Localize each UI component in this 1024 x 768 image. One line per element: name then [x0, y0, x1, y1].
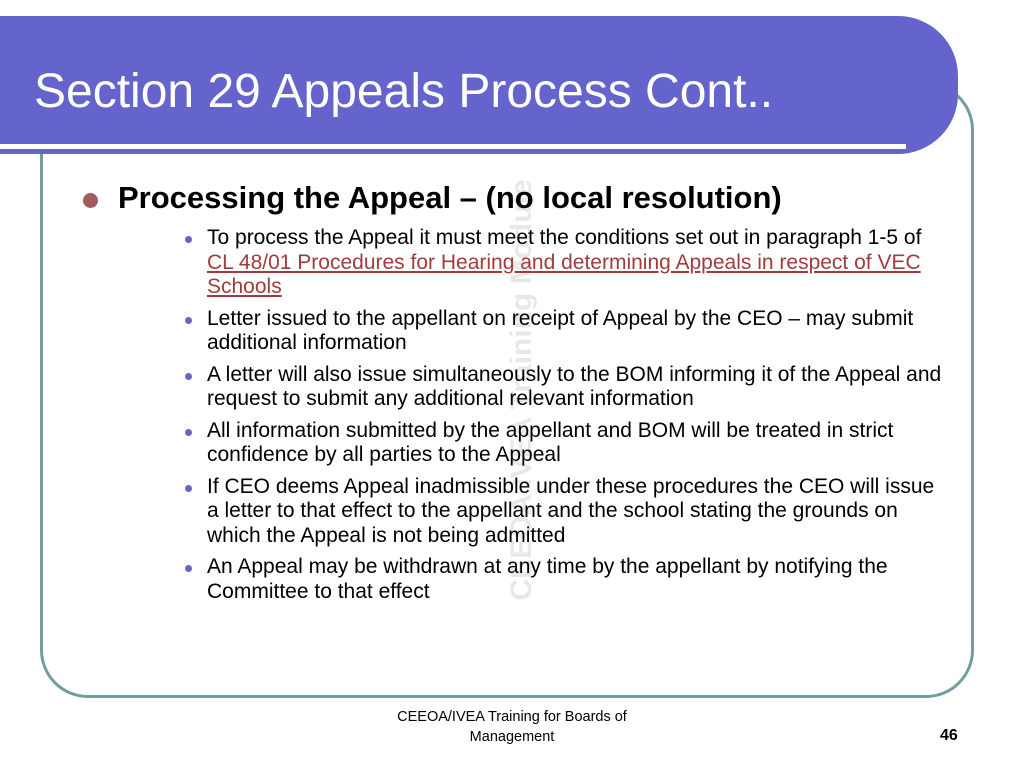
title-bar: [0, 16, 958, 154]
page-number: 46: [940, 727, 958, 744]
main-bullet-heading: Processing the Appeal – (no local resolution): [118, 180, 782, 215]
list-item-text: An Appeal may be withdrawn at any time by the appellant by notifying the Committee to that effect: [207, 555, 888, 603]
procedures-document-link[interactable]: CL 48/01 Procedures for Hearing and determining Appeals in respect of VEC Schools: [207, 250, 921, 298]
footer-text: CEEOA/IVEA Training for Boards of Management: [397, 709, 627, 745]
bullet-dot-icon: [185, 236, 192, 243]
bullet-dot-icon: [185, 485, 192, 492]
list-item-text: To process the Appeal it must meet the conditions set out in paragraph 1-5 of: [207, 226, 922, 249]
sub-bullet-list: [207, 226, 947, 611]
slide-title: Section 29 Appeals Process Cont..: [34, 65, 774, 118]
bullet-dot-icon: [185, 565, 192, 572]
watermark: CEEOA IVEA Training Module: [505, 179, 538, 601]
list-item-text: Letter issued to the appellant on receipt of Appeal by the CEO – may submit additional information: [207, 306, 914, 354]
list-item-text: A letter will also issue simultaneously to the BOM informing it of the Appeal and request to submit any additional relevant information: [207, 362, 942, 410]
list-item: [207, 307, 947, 356]
list-item: [207, 419, 947, 468]
list-item: [207, 363, 947, 412]
list-item-text: All information submitted by the appellant and BOM will be treated in strict confidence by all parties to the Appeal: [207, 418, 894, 466]
title-underline: [0, 144, 906, 149]
bullet-dot-icon: [185, 373, 192, 380]
bullet-dot-icon: [83, 193, 98, 208]
list-item-text: If CEO deems Appeal inadmissible under these procedures the CEO will issue a letter to that effect to the appellant and the school stating the grounds on which the Appeal is not being admitted: [207, 474, 935, 547]
list-item: [207, 226, 947, 300]
list-item: [207, 555, 947, 604]
bullet-dot-icon: [185, 429, 192, 436]
bullet-dot-icon: [185, 317, 192, 324]
list-item: [207, 475, 947, 549]
